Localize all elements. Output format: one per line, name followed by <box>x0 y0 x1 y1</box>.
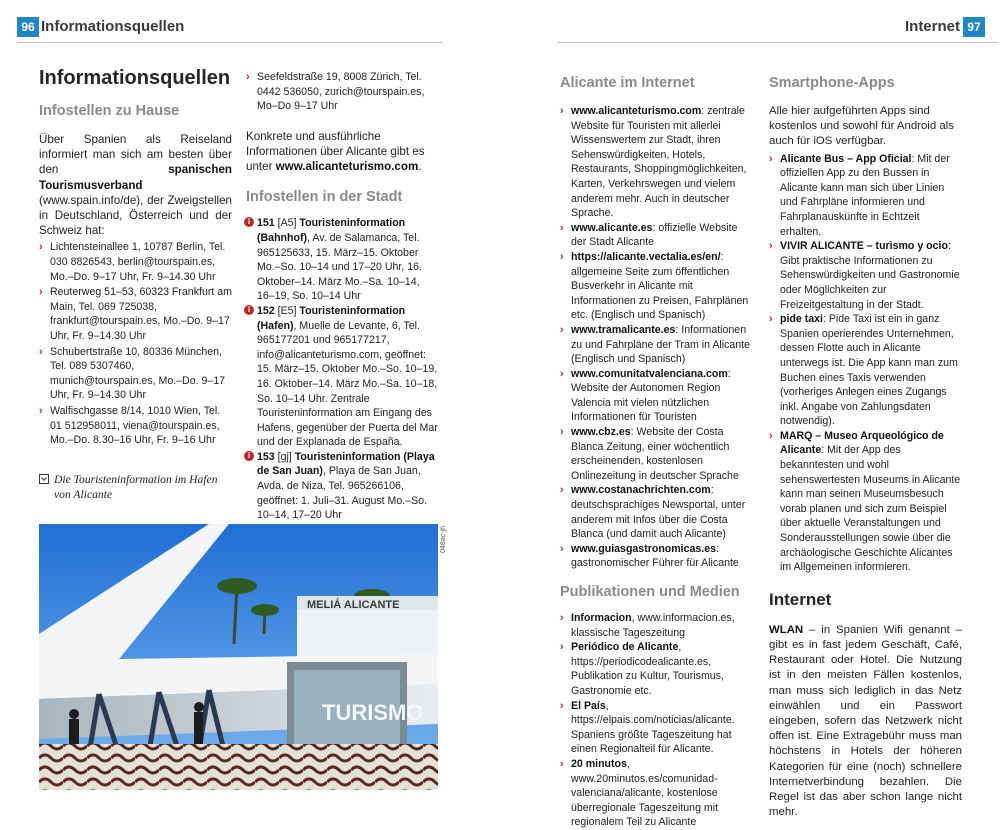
list-item <box>39 404 232 448</box>
link-url: www.comunitatvalenciana.com <box>571 367 728 380</box>
section-heading-internet: Alicante im Internet <box>560 75 695 91</box>
poi-number: 153 <box>257 450 275 463</box>
link-text: : gastronomischer Führer für Alicante <box>571 542 739 570</box>
photo-credit: 048ac-jh <box>440 526 447 553</box>
app-name: Alicante Bus – App Oficial <box>780 152 912 165</box>
page-title: Informationsquellen <box>39 67 231 89</box>
media-name: Informacion <box>571 612 632 624</box>
office-muenchen: Schubertstraße 10, 80336 München, Tel. 089 5307460, munich@tourspain.es, Mo.–Do. 9–17 Uhr, Fr. 9–14.30 Uhr <box>50 345 226 402</box>
media-name: Periódico de Alicante <box>571 641 679 654</box>
app-list <box>769 152 962 575</box>
chevron-right-icon: › <box>769 429 773 442</box>
link-url: www.guiasgastronomicas.es <box>571 542 717 555</box>
chevron-right-icon: › <box>39 345 43 358</box>
list-item <box>246 304 439 450</box>
city-office-list <box>246 216 439 522</box>
wlan-paragraph <box>769 623 962 821</box>
list-item <box>560 367 752 425</box>
turismo-sign: TURISMO <box>322 700 424 725</box>
media-text: , https://elpais.com/noticias/alicante. Spaniens größte Tageszeitung hat einen Regionalteil für Alicante. <box>571 699 735 756</box>
chevron-right-icon: › <box>560 699 564 712</box>
link-text: : deutschsprachiges Newsportal, unter anderem mit Infos über die Costa Blanca (und damit auch Alicante) <box>571 484 746 541</box>
map-ref: [gj] <box>274 450 295 463</box>
poi-name: Touristeninformation (Hafen) <box>257 304 406 332</box>
right-running-head: Internet <box>904 18 960 35</box>
chevron-right-icon: › <box>560 612 564 624</box>
poi-text: , Playa de San Juan, Avda. de Niza, Tel. 965266106, geöffnet: 1. Juli–31. August Mo.–So. 10–14, 17–20 Uhr <box>257 465 428 522</box>
link-text: : zentrale Website für Touristen mit allerlei Wissenswertem zur Stadt, ihren Sehenswürdigkeiten, Hotels, Restaurants, Shoppingmöglichkeiten, Karten, Verkehrswegen und vielem anderem mehr. Auch in deutscher Sprache. <box>571 105 747 220</box>
poi-text: , Muelle de Levante, 6, Tel. 965177201 und 965177217, info@alicanteturismo.com, geöffnet: 15. März–15. Oktober Mo.–So. 10–19, 16. Oktober–14. März Mo.–Sa. 10–18, So. 10–14 Uhr. Zentrale Touristeninformation am Eingang des Hafens, gegenüber der Puerta del Mar und der Explanada de España. <box>257 319 438 449</box>
list-item <box>560 611 752 640</box>
column-3 <box>560 74 752 830</box>
column-1 <box>39 66 232 448</box>
left-running-head: Informationsquellen <box>41 18 185 35</box>
list-item <box>560 425 752 483</box>
media-list <box>560 611 752 830</box>
info-icon: i <box>244 451 254 461</box>
tourist-office-photo <box>39 524 438 790</box>
list-item <box>560 250 752 323</box>
info-icon: i <box>244 217 254 227</box>
caption-arrow-icon <box>39 474 49 484</box>
chevron-right-icon: › <box>560 484 564 497</box>
list-item <box>246 216 439 304</box>
list-item <box>769 239 962 312</box>
more-info-text: Konkrete und ausführliche Informationen über Alicante gibt es unter <box>246 129 425 174</box>
office-wien: Walfischgasse 8/14, 1010 Wien, Tel. 01 512958011, viena@tourspain.es, Mo.–Do. 8.30–16 Uhr, Fr. 9–16 Uhr <box>50 404 221 447</box>
chevron-right-icon: › <box>39 286 43 299</box>
list-item <box>560 483 752 541</box>
chevron-right-icon: › <box>39 404 43 417</box>
list-item <box>769 312 962 429</box>
left-header-rule <box>17 42 442 43</box>
section-heading-city: Infostellen in der Stadt <box>246 189 403 206</box>
office-berlin: Lichtensteinallee 1, 10787 Berlin, Tel. 030 8826543, berlin@tourspain.es, Mo.–Do. 9–17 Uhr, Fr. 9–14.30 Uhr <box>50 241 226 283</box>
chevron-right-icon: › <box>560 641 564 654</box>
list-item <box>560 221 752 250</box>
apps-intro: Alle hier aufgeführten Apps sind kostenlos und sowohl für Android als auch für iOS verfügbar. <box>769 105 954 148</box>
app-text: : Gibt praktische Informationen zu Sehenswürdigkeiten und Gastronomie oder Möglichkeiten zur Freizeitgestaltung in der Stadt. <box>780 240 960 311</box>
list-item <box>560 104 752 221</box>
section-heading-apps: Smartphone-Apps <box>769 75 895 91</box>
chevron-right-icon: › <box>560 367 564 380</box>
more-info-end: . <box>418 160 422 174</box>
media-name: 20 minutos <box>571 757 627 770</box>
poi-text: , Av. de Salamanca, Tel. 965125633, 15. März–15. Oktober Mo.–So. 10–14 und 17–20 Uhr, 16. Oktober–14. März Mo.–Sa. 10–14, 16–19, So. 10–14 Uhr <box>257 231 422 303</box>
link-text: : Website der Costa Blanca Zeitung, einer wöchentlich erscheinenden, kostenlosen Onlinezeitung in deutscher Sprache <box>571 426 739 482</box>
wlan-text: – in Spanien Wifi genannt – gibt es in fast jedem Geschäft, Café, Restaurant oder Hotel. Die Nutzung ist in den meisten Fällen kostenlos, man muss sich lediglich in das Netz einwählen und ein Passwort eingeben, sofern das Netzwerk nicht offen ist. Eine Extragebühr muss man höchstens in Hotels der höheren Kategorien für eine (noch) schnellere Internetverbindung bezahlen. Die Regel ist das aber schon lange nicht mehr. <box>769 623 962 819</box>
list-item <box>39 240 232 284</box>
media-name: El País <box>571 699 606 712</box>
media-text: , https://periodicodealicante.es, Publikation zu Kultur, Tourismus, Gastronomie etc. <box>571 641 724 697</box>
chevron-right-icon: › <box>246 71 250 83</box>
info-icon: i <box>244 305 254 315</box>
list-item <box>246 450 439 523</box>
photo-illustration <box>39 524 438 790</box>
intro-text-end: (www.spain.info/de), der Zweigstellen in Deutschland, Österreich und der Schweiz hat: <box>39 193 232 238</box>
app-text: : Mit der offiziellen App zu den Bussen in Alicante kann man sich über Linien und Fahrpläne informieren und Fahrplanauskünfte in Echtzeit erhalten. <box>780 152 950 238</box>
link-url: www.alicanteturismo.com <box>571 105 702 117</box>
poi-name: Touristeninformation (Bahnhof) <box>257 217 406 244</box>
poi-number: 152 <box>257 304 275 317</box>
intro-paragraph <box>39 132 232 238</box>
section-heading-media: Publikationen und Medien <box>560 584 740 600</box>
link-url: www.tramalicante.es <box>571 323 676 336</box>
chevron-right-icon: › <box>560 221 564 234</box>
office-frankfurt: Reuterweg 51–53, 60323 Frankfurt am Main, Tel. 069 725038, frankfurt@tourspain.es, Mo.–Do. 9–17 Uhr, Fr. 9–14.30 Uhr <box>50 286 232 342</box>
poi-name: Touristeninformation (Playa de San Juan) <box>257 450 435 478</box>
list-item <box>769 152 962 240</box>
link-list <box>560 104 752 571</box>
left-page-number: 96 <box>17 17 39 37</box>
caption-text: Die Touristeninformation im Hafen von Alicante <box>54 473 218 501</box>
link-url: https://alicante.vectalia.es/en/ <box>571 250 721 263</box>
chevron-right-icon: › <box>769 313 773 326</box>
section-title-internet: Internet <box>769 589 832 609</box>
map-ref: [A5] <box>274 217 300 230</box>
app-text: : Pide Taxi ist ein in ganz Spanien operierendes Unternehmen, dessen Flotte auch in Alicante unterwegs ist. Die App kann man zum Buchen eines Taxis verwenden (vorheriges Anlegen eines Zugangs inkl. Angabe von Zahlungsdaten notwendig). <box>780 313 958 428</box>
app-name: pide taxi <box>780 313 823 326</box>
list-item <box>560 757 752 830</box>
app-name: MARQ – Museo Arqueológico de Alicante <box>780 429 944 457</box>
link-url: www.cbz.es <box>571 426 631 439</box>
list-item <box>560 542 752 571</box>
chevron-right-icon: › <box>769 240 773 253</box>
list-item <box>560 699 752 757</box>
list-item <box>39 345 232 403</box>
media-text: , www.informacion.es, klassische Tageszeitung <box>571 612 735 639</box>
chevron-right-icon: › <box>769 152 773 165</box>
wlan-bold: WLAN <box>769 623 804 636</box>
list-item <box>560 640 752 698</box>
app-name: VIVIR ALICANTE – turismo y ocio <box>780 240 948 253</box>
app-text: : Mit der App des bekanntesten und wohl sehenswertesten Museums in Alicante kann man seinen Museumsbesuch vorab planen und sich zum Beispiel über aktuelle Veranstaltungen und Sonderausstellungen sowie über die archäologische Geschichte Alicantes im Allgemeinen informieren. <box>780 444 961 574</box>
office-zuerich: Seefeldstraße 19, 8008 Zürich, Tel. 0442 536050, zurich@tourspain.es, Mo–Do 9–17 Uhr <box>257 71 425 113</box>
link-text: : offizielle Website der Stadt Alicante <box>571 221 738 249</box>
list-item <box>246 70 439 114</box>
link-url: www.alicante.es <box>571 221 653 234</box>
intro-bold-text: spanischen Tourismusverband <box>39 163 232 192</box>
chevron-right-icon: › <box>560 323 564 336</box>
poi-number: 151 <box>257 217 275 230</box>
chevron-right-icon: › <box>39 241 43 254</box>
chevron-right-icon: › <box>560 250 564 263</box>
more-info-paragraph <box>246 129 439 175</box>
map-ref: [E5] <box>274 304 300 317</box>
hotel-sign: MELIÁ ALICANTE <box>307 599 400 611</box>
link-text: : allgemeine Seite zum öffentlichen Busverkehr in Alicante mit Informationen zu Preisen, Fahrplänen etc. (Englisch und Spanisch) <box>571 250 749 322</box>
list-item <box>560 323 752 367</box>
list-item <box>769 429 962 575</box>
chevron-right-icon: › <box>560 757 564 770</box>
link-text: : Informationen zu und Fahrpläne der Tram in Alicante (Englisch und Spanisch) <box>571 323 751 366</box>
right-page-number: 97 <box>963 17 985 37</box>
more-info-link: www.alicanteturismo.com <box>275 160 419 174</box>
section-heading-home: Infostellen zu Hause <box>39 103 180 119</box>
column-4 <box>769 74 962 820</box>
column-2 <box>246 70 439 523</box>
intro-text: Über Spanien als Reiseland informiert man sich am besten über den <box>39 133 232 177</box>
list-item <box>39 285 232 343</box>
right-header-rule <box>558 42 998 43</box>
chevron-right-icon: › <box>560 426 564 439</box>
link-text: : Website der Autonomen Region Valencia mit vielen nützlichen Informationen für Touristen <box>571 367 731 424</box>
office-list <box>39 240 232 447</box>
chevron-right-icon: › <box>560 542 564 555</box>
photo-caption <box>39 472 219 502</box>
media-text: , www.20minutos.es/comunidad-valenciana/alicante, kostenlose überregionale Tageszeitung mit regionalem Teil zu Alicante <box>571 757 719 829</box>
link-url: www.costanachrichten.com <box>571 484 711 497</box>
chevron-right-icon: › <box>560 105 564 117</box>
